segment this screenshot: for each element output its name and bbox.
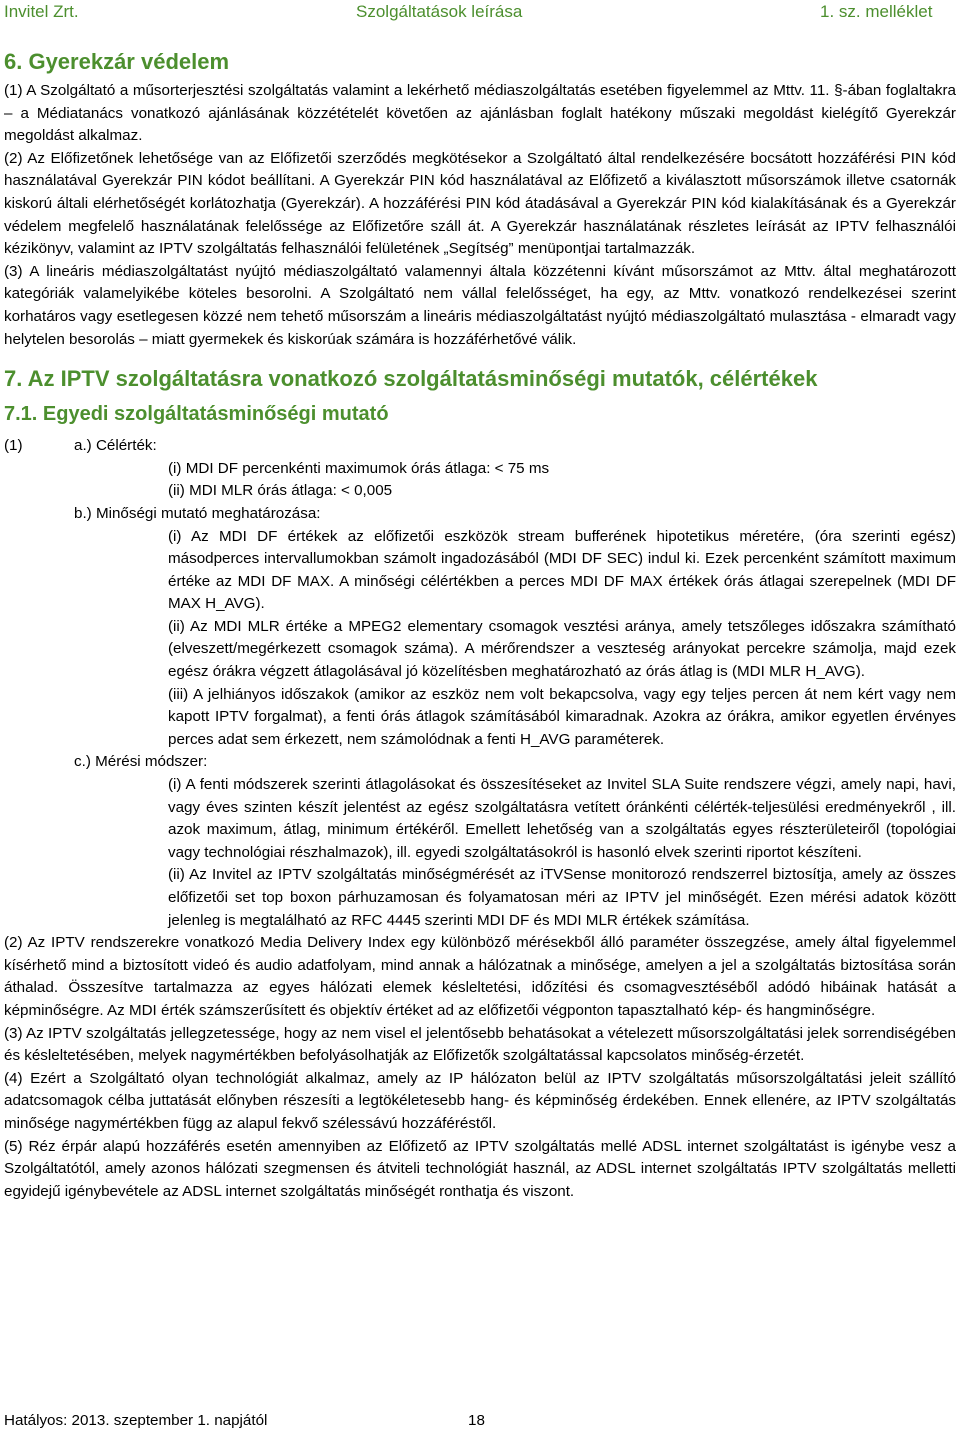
header-company: Invitel Zrt. <box>4 2 79 21</box>
section-6-paragraph-2: (2) Az Előfizetőnek lehetősége van az Előfizetői szerződés megkötésekor a Szolgáltató által rendelkezésére bocsátott hozzáférési PIN kód használatával Gyerekzár PIN kódot beállítani. A Gyerekzár PIN kód használatával az Előfizető a kiválasztott műsorszámok illetve csatornák kiskorú általi elérhetőségét korlátozhatja (Gyerekzár). A hozzáférési PIN kód átadásával a Gyerekzár PIN kód kialakításának és a Gyerekzár védelem megfelelő használatának felelőssége az Előfizetőre száll át. A Gyerekzár használatának részletes leírását az IPTV felhasználói kézikönyv, valamint az IPTV szolgáltatás felhasználói felületének „Segítség” menüpontjai tartalmazzák. <box>4 149 956 258</box>
header-doc-title: Szolgáltatások leírása <box>356 2 523 21</box>
section-6-heading: 6. Gyerekzár védelem <box>4 49 230 74</box>
item-b-label: b.) Minőségi mutató meghatározása: <box>74 504 321 522</box>
item-c-label: c.) Mérési módszer: <box>74 753 208 771</box>
document-body <box>4 48 956 1203</box>
a-item-2: (ii) MDI MLR órás átlaga: < 0,005 <box>168 482 393 500</box>
footer-page-number: 18 <box>468 1412 485 1429</box>
section-7-heading: 7. Az IPTV szolgáltatásra vonatkozó szolgáltatásminőségi mutatók, célértékek <box>4 366 818 392</box>
b-item-3: (iii) A jelhiányos időszakok (amikor az eszköz nem volt bekapcsolva, vagy egy teljes percen át nem kért vagy nem kapott IPTV forgalmat), a fenti órás átlagok számításából kimaradnak. Azokra az órákra, amikor egyetlen érvényes perces adat sem érkezett, nem számolódnak a fenti H_AVG paraméterek. <box>168 685 956 748</box>
item-1-row <box>4 435 956 458</box>
footer-effective-date: Hatályos: 2013. szeptember 1. napjától <box>4 1412 268 1429</box>
section-7-paragraph-5: (5) Réz érpár alapú hozzáférés esetén amennyiben az Előfizető az IPTV szolgáltatás mellé ADSL internet szolgáltatást is igénybe vesz a Szolgáltatótól, amely azonos hálózati szegmensen és átviteli technológiát használ, az ADSL internet szolgáltatás IPTV szolgáltatás melletti egyidejű igénybevétele az ADSL internet szolgáltatás minőségét ronthatja és viszont. <box>4 1137 956 1200</box>
c-item-1: (i) A fenti módszerek szerinti átlagolásokat és összesítéseket az Invitel SLA Suite rendszere végzi, amely napi, havi, vagy éves szinten készít jelentést az egész szolgáltatásra vetített óránkénti célérték-teljesülési eredményekről , ill. azok maximum, átlag, minimum értékéről. Emellett lehetőség van a szolgáltatás egyes részterületeiről (topológiai vagy technológiai részhalmazok), ill. egyedi szolgáltatásokról is hasonló elvek szerinti riportot készíteni. <box>168 776 956 861</box>
page-header <box>0 0 960 26</box>
section-7-paragraph-4: (4) Ezért a Szolgáltató olyan technológiát alkalmaz, amely az IP hálózaton belül az IPTV szolgáltatás műsorszolgáltatási jeleit szállító adatcsomagok célba juttatását előnyben részesíti a legtökéletesebb hang- és képminőség érdekében. Ennek ellenére, az IPTV szolgáltatás minősége nagymértékben függ az alapul fekvő szélessávú hozzáféréstől. <box>4 1069 956 1132</box>
section-7-1-heading: 7.1. Egyedi szolgáltatásminőségi mutató <box>4 403 389 426</box>
c-item-2: (ii) Az Invitel az IPTV szolgáltatás minőségmérését az iTVSense monitorozó rendszerrel biztosítja, amely az összes előfizetői set top boxon párhuzamosan és folyamatosan méri az IPTV jel minőségét. Ezen mérési adatok között jelenleg is megtalálható az RFC 4445 szerinti MDI DF és MDI MLR értékek számítása. <box>168 866 956 929</box>
page-footer <box>4 1412 956 1429</box>
section-6-paragraph-3: (3) A lineáris médiaszolgáltatást nyújtó médiaszolgáltató valamennyi általa közzétenni kívánt műsorszámot az Mttv. által meghatározott kategóriák valamelyikébe köteles besorolni. A Szolgáltató nem vállal felelősséget, ha egy, az Mttv. vonatkozó rendelkezései szerint korhatáros vagy esetlegesen közzé nem tehető műsorszám a lineáris médiaszolgáltatást nyújtó médiaszolgáltató mulasztása - elmaradt vagy helytelen besorolás – miatt gyermekek és kiskorúak számára is hozzáférhetővé válik. <box>4 262 956 348</box>
section-7-paragraph-3: (3) Az IPTV szolgáltatás jellegzetessége, hogy az nem visel el jelentősebb behatásokat a vételezett műsorszolgáltatási jelek sorrendiségében és késleltetésében, melyek nagymértékben befolyásolhatják az Előfizetők szolgáltatással kapcsolatos minőség-érzetét. <box>4 1024 956 1065</box>
b-item-1: (i) Az MDI DF értékek az előfizetői eszközök stream bufferének hipotetikus méretére, (óra szerinti egész) másodperces intervallumokban számolt ingadozásából (MDI DF SEC) indul ki. Ezek percenként számított maximum értéke az MDI DF MAX. A minőségi célértékben a perces MDI DF MAX értékek órás átlagai szerepelnek (MDI DF MAX H_AVG). <box>168 527 956 613</box>
a-item-1: (i) MDI DF percenkénti maximumok órás átlaga: < 75 ms <box>168 459 550 477</box>
header-annex: 1. sz. melléklet <box>820 2 933 21</box>
item-a-label: a.) Célérték: <box>74 437 157 455</box>
b-item-2: (ii) Az MDI MLR értéke a MPEG2 elementary csomagok vesztési aránya, amely tetszőleges időszakra számítható (elveszett/megérkezett csomagok száma). A mérőrendszer a veszteség arányokat percekre számolja, majd ezek egész órákra végzett átlagolásával jó közelítésben meghatározható az órás átlag is (MDI MLR H_AVG). <box>168 617 956 681</box>
section-7-paragraph-2: (2) Az IPTV rendszerekre vonatkozó Media Delivery Index egy különböző mérésekből álló paraméter összegzése, amely által figyelemmel kísérhető mind a biztosított videó és audio adatfolyam, mind annak a hálózatnak a minősége, amelyen a jel a szolgáltatás biztosítása során áthalad. Összesítve tartalmazza az egyes hálózati elemek késleltetési, időzítési és csomagvesztéséből adódó hibáinak hatását a képminőségre. Az MDI érték számszerűsített és objektív értéket ad az előfizetői végponton tapasztalható kép- és hangminőségre. <box>4 934 956 1019</box>
item-1-number: (1) <box>4 437 23 455</box>
section-6-paragraph-1: (1) A Szolgáltató a műsorterjesztési szolgáltatás valamint a lekérhető médiaszolgáltatás esetében figyelemmel az Mttv. 11. §-ában foglaltakra – a Médiatanács vonatkozó ajánlásának közzétételét követően az ajánlásban foglalt hatékony műszaki megoldást kielégítő Gyerekzár megoldást alkalmaz. <box>4 82 956 145</box>
